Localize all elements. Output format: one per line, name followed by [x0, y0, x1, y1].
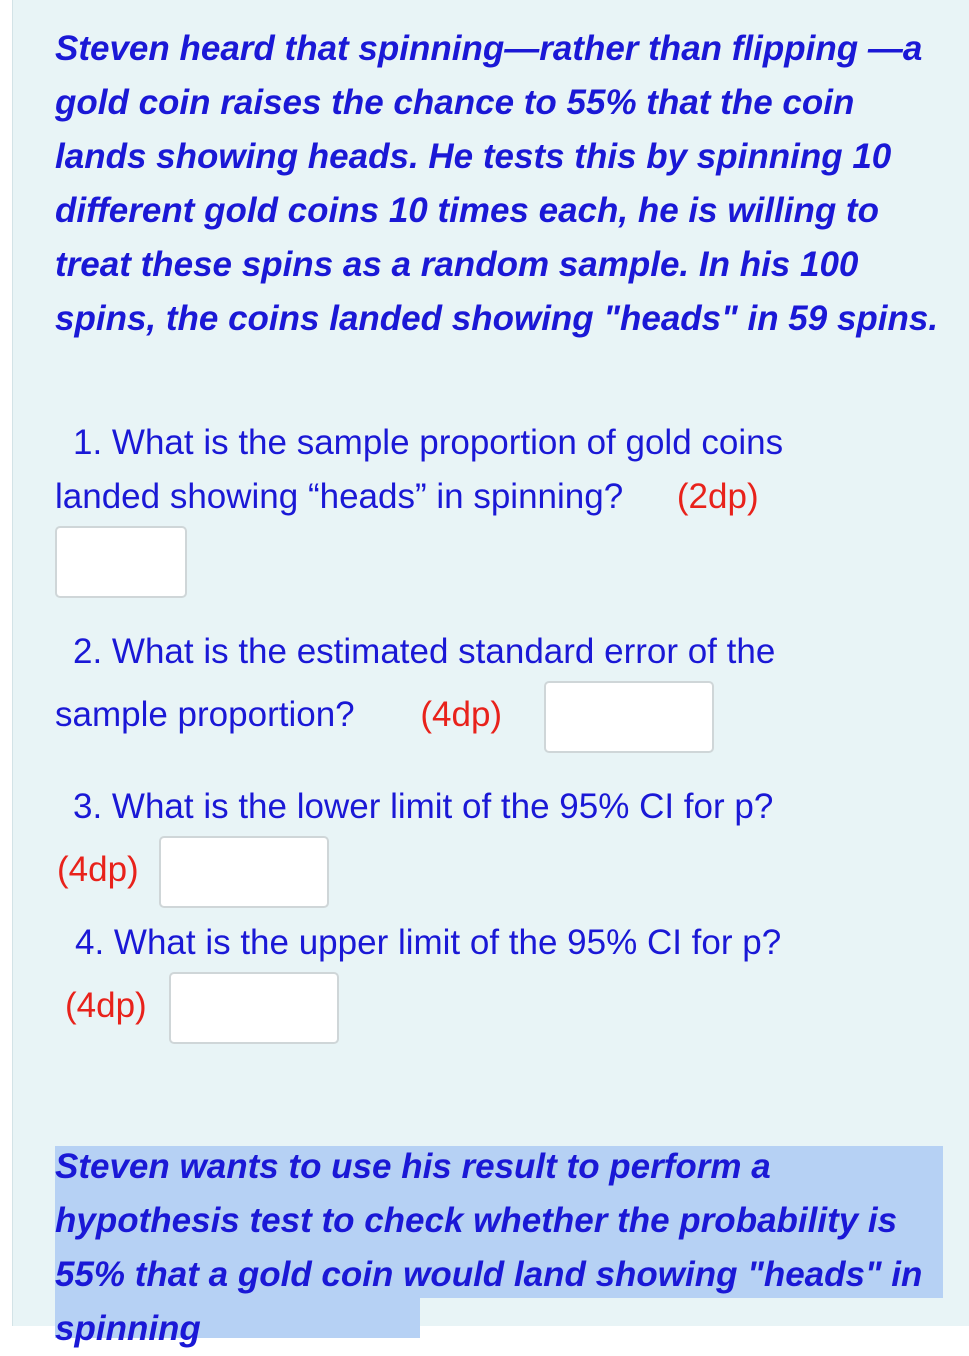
q2-precision-label: (4dp) — [420, 695, 503, 734]
q1-prompt-text: landed showing “heads” in spinning? — [55, 477, 624, 516]
q1-prompt-line2 — [55, 470, 759, 524]
q3-answer-input[interactable] — [159, 836, 329, 908]
problem-statement: Steven heard that spinning—rather than flipping —a gold coin raises the chance to 55% that the coin lands showing heads. He tests this by spinning 10 different gold coins 10 times each, he is willing to treat these spins as a random sample. In his 100 spins, the coins landed showing "heads" in 59 spins. — [55, 29, 939, 338]
q4-prompt-line1: 4. What is the upper limit of the 95% CI for p? — [75, 923, 782, 962]
q1-answer-input[interactable] — [55, 526, 187, 598]
q4-precision-label: (4dp) — [65, 986, 147, 1025]
question-panel — [12, 0, 969, 1348]
q3-precision-label: (4dp) — [57, 850, 139, 889]
q2-answer-input[interactable] — [544, 681, 714, 753]
q2-prompt-line1: 2. What is the estimated standard error of the — [73, 632, 776, 671]
q2-prompt-text: sample proportion? — [55, 695, 355, 734]
q1-prompt-line1: 1. What is the sample proportion of gold coins — [73, 423, 784, 462]
q2-prompt-line2 — [55, 688, 502, 742]
follow-up-statement: Steven wants to use his result to perform a hypothesis test to check whether the probability is 55% that a gold coin would land showing "heads" in spinning — [55, 1147, 923, 1348]
q4-answer-input[interactable] — [169, 972, 339, 1044]
q1-precision-label: (2dp) — [676, 477, 759, 516]
q3-prompt-line1: 3. What is the lower limit of the 95% CI for p? — [73, 787, 774, 826]
